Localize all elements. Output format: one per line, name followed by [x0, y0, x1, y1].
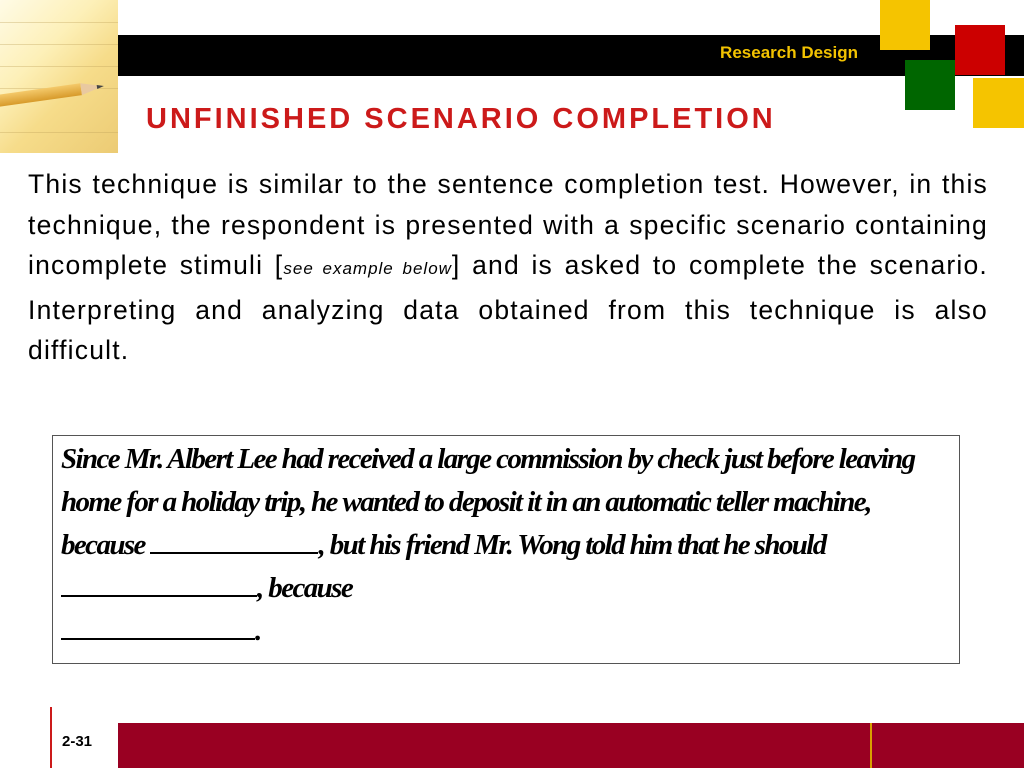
footer-bar: [118, 723, 1024, 768]
footer-divider: [870, 723, 872, 768]
blank-3: [61, 612, 255, 640]
scenario-text: [61, 438, 921, 653]
decor-square-yellow-2: [973, 78, 1024, 128]
footer-accent-line: [50, 707, 52, 768]
slide-title: UNFINISHED SCENARIO COMPLETION: [146, 103, 776, 135]
body-paragraph: [28, 164, 988, 371]
decor-square-red: [955, 25, 1005, 75]
pencil-icon: [0, 79, 110, 108]
scenario-segment-3: , because: [257, 572, 353, 604]
scenario-segment-4: .: [255, 615, 261, 647]
paragraph-text-2: ] and is asked to complete the scenario. Interpreting and analyzing data obtained from this technique is also difficult.: [28, 250, 988, 365]
scenario-segment-2: , but his friend Mr. Wong told him that he should: [318, 529, 826, 561]
blank-2: [61, 569, 257, 597]
page-number: 2-31: [62, 733, 93, 750]
decor-square-yellow: [880, 0, 930, 50]
section-title: Research Design: [720, 43, 858, 62]
scenario-box: [52, 435, 960, 664]
blank-1: [150, 526, 318, 554]
decor-square-green: [905, 60, 955, 110]
paragraph-note: see example below: [283, 259, 452, 278]
pencil-paper-image: [0, 0, 118, 153]
scenario-segment-1: Since Mr. Albert Lee had received a large commission by check just before leaving home for a holiday trip, he wanted to deposit it in an automatic teller machine, because: [61, 443, 915, 561]
paragraph-text-1: This technique is similar to the sentence completion test. However, in this technique, the respondent is presented with a specific scenario containing incomplete stimuli [: [28, 169, 988, 280]
